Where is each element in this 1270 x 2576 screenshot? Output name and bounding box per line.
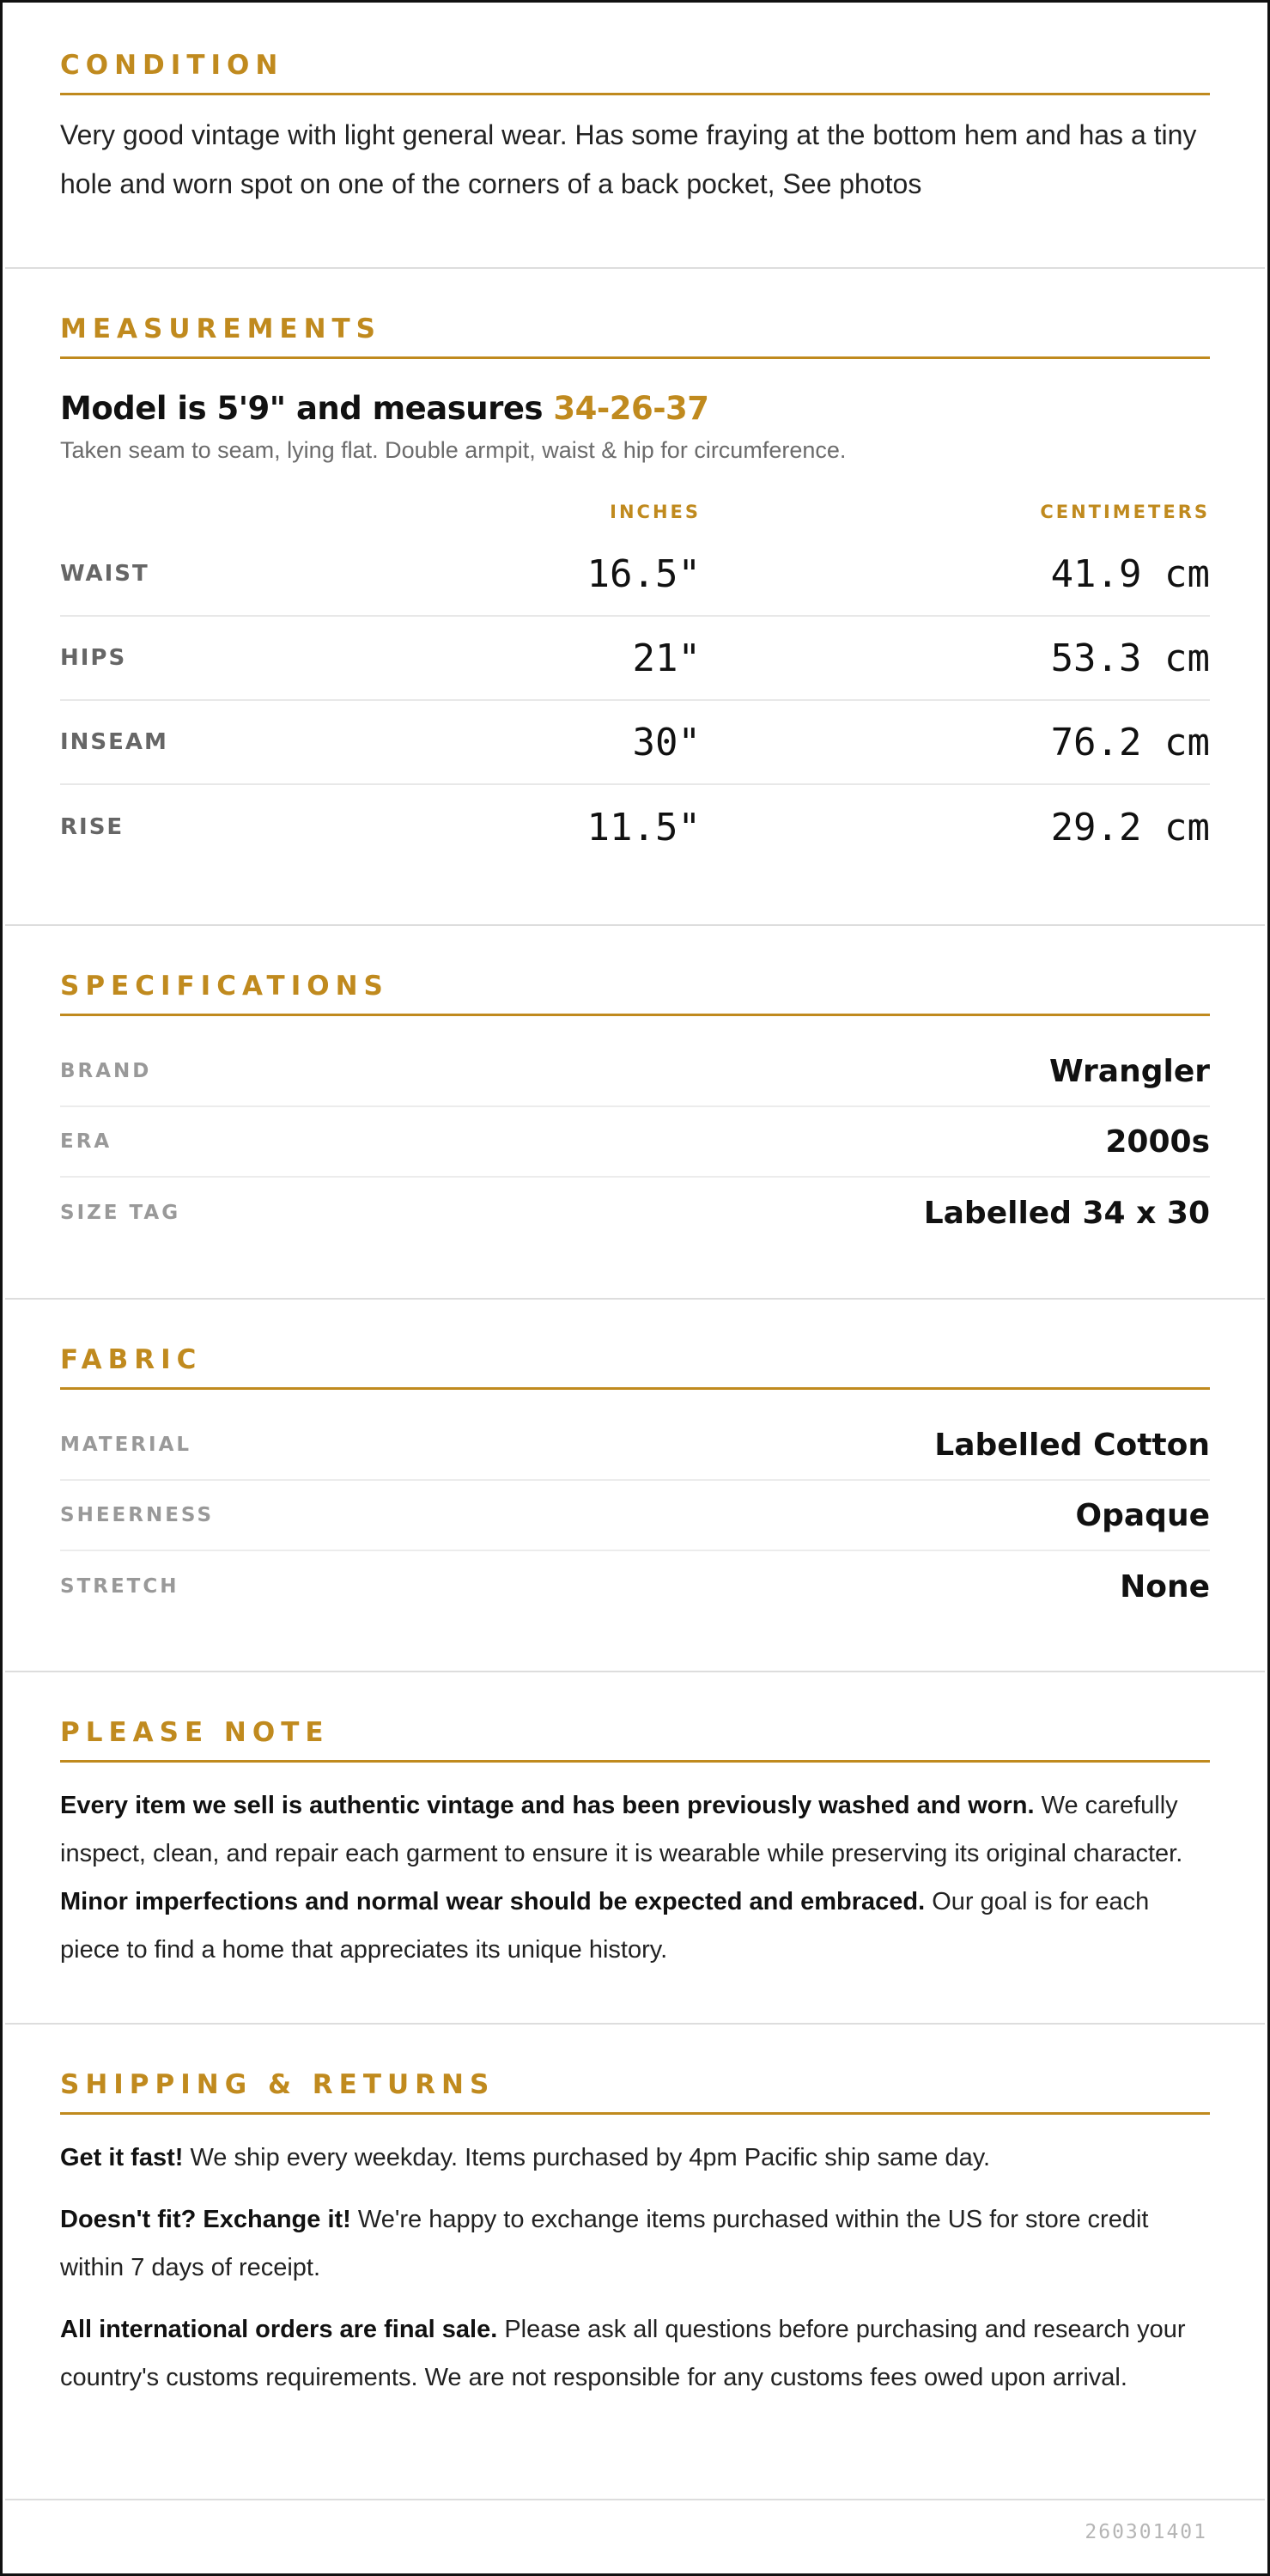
measurement-inches: 21" bbox=[632, 636, 701, 680]
fabric-section bbox=[5, 1344, 1265, 1622]
measurement-cm: 41.9 cm bbox=[1050, 551, 1210, 596]
fabric-value: Labelled Cotton bbox=[934, 1427, 1210, 1463]
divider bbox=[5, 1671, 1265, 1672]
please-note-section bbox=[5, 1717, 1265, 1974]
shipping-bold-1: Get it fast! bbox=[60, 2144, 184, 2171]
list-item bbox=[60, 1410, 1210, 1481]
measurement-note: Taken seam to seam, lying flat. Double armpit, waist & hip for circumference. bbox=[60, 437, 847, 463]
list-item bbox=[60, 1551, 1210, 1622]
measurement-inches: 30" bbox=[632, 720, 701, 764]
divider bbox=[5, 2023, 1265, 2025]
shipping-text-2: We're happy to exchange items purchased within the US for store credit within 7 days of receipt. bbox=[60, 2206, 1149, 2281]
fabric-value: None bbox=[1120, 1568, 1210, 1605]
inches-column-header: INCHES bbox=[610, 502, 701, 522]
specifications-heading: SPECIFICATIONS bbox=[60, 971, 1210, 1016]
shipping-text-1: We ship every weekday. Items purchased by 4pm Pacific ship same day. bbox=[183, 2144, 991, 2171]
please-note-heading: PLEASE NOTE bbox=[60, 1717, 1210, 1763]
divider bbox=[5, 2499, 1265, 2500]
please-note-bold-1: Every item we sell is authentic vintage and has been previously washed and worn. bbox=[60, 1792, 1035, 1819]
product-id: 260301401 bbox=[1085, 2521, 1207, 2543]
measurement-cm: 76.2 cm bbox=[1050, 720, 1210, 764]
fabric-heading: FABRIC bbox=[60, 1344, 1210, 1390]
spec-label: SIZE TAG bbox=[60, 1202, 181, 1224]
measurement-cm: 29.2 cm bbox=[1050, 805, 1210, 850]
measurement-inches: 11.5" bbox=[586, 805, 701, 850]
spec-value: 2000s bbox=[1105, 1124, 1210, 1160]
shipping-bold-3: All international orders are final sale. bbox=[60, 2316, 498, 2343]
condition-heading: CONDITION bbox=[60, 50, 1210, 95]
table-row bbox=[60, 533, 1210, 617]
measurements-section bbox=[5, 314, 1265, 869]
shipping-returns-section bbox=[5, 2069, 1265, 2402]
list-item bbox=[60, 1178, 1210, 1248]
divider bbox=[5, 924, 1265, 926]
measurements-table bbox=[60, 486, 1210, 869]
condition-text: Very good vintage with light general wear. Has some fraying at the bottom hem and has a tiny hole and worn spot on one of the corners of a back pocket, See photos bbox=[60, 119, 1197, 199]
model-prefix: Model is 5'9" and measures bbox=[60, 390, 554, 427]
condition-section bbox=[5, 50, 1265, 209]
table-row bbox=[60, 785, 1210, 869]
measurement-label: WAIST bbox=[60, 561, 149, 587]
measurement-label: INSEAM bbox=[60, 729, 168, 755]
divider bbox=[5, 1298, 1265, 1300]
measurement-cm: 53.3 cm bbox=[1050, 636, 1210, 680]
measurements-heading: MEASUREMENTS bbox=[60, 314, 1210, 359]
shipping-paragraph-2 bbox=[60, 2195, 1210, 2292]
fabric-label: SHEERNESS bbox=[60, 1504, 215, 1526]
centimeters-column-header: CENTIMETERS bbox=[1040, 502, 1210, 522]
shipping-paragraph-1 bbox=[60, 2134, 1210, 2182]
please-note-text-1: We carefully inspect, clean, and repair each garment to ensure it is wearable while preserving its original character. bbox=[60, 1792, 1183, 1867]
shipping-paragraph-3 bbox=[60, 2305, 1210, 2402]
list-item bbox=[60, 1481, 1210, 1551]
shipping-heading: SHIPPING & RETURNS bbox=[60, 2069, 1210, 2115]
measurement-label: RISE bbox=[60, 814, 125, 840]
measurement-label: HIPS bbox=[60, 645, 127, 671]
measurement-inches: 16.5" bbox=[586, 551, 701, 596]
please-note-bold-2: Minor imperfections and normal wear should be expected and embraced. bbox=[60, 1888, 926, 1915]
fabric-value: Opaque bbox=[1075, 1497, 1210, 1533]
please-note-text bbox=[60, 1781, 1210, 1974]
fabric-label: MATERIAL bbox=[60, 1434, 192, 1456]
please-note-text-2: Our goal is for each piece to find a home that appreciates its unique history. bbox=[60, 1888, 1150, 1964]
spec-value: Wrangler bbox=[1048, 1053, 1210, 1089]
specifications-section bbox=[5, 971, 1265, 1248]
list-item bbox=[60, 1037, 1210, 1107]
table-row bbox=[60, 701, 1210, 785]
shipping-text-3: Please ask all questions before purchasing and research your country's customs requirements. We are not responsible for any customs fees owed upon arrival. bbox=[60, 2316, 1186, 2391]
fabric-label: STRETCH bbox=[60, 1575, 179, 1598]
specifications-list bbox=[60, 1037, 1210, 1248]
fabric-list bbox=[60, 1410, 1210, 1622]
model-measures-value: 34-26-37 bbox=[553, 390, 709, 427]
measurements-header-row bbox=[60, 486, 1210, 533]
list-item bbox=[60, 1107, 1210, 1178]
spec-label: ERA bbox=[60, 1130, 112, 1153]
spec-value: Labelled 34 x 30 bbox=[923, 1195, 1210, 1231]
table-row bbox=[60, 617, 1210, 701]
model-measurements bbox=[60, 390, 1210, 427]
divider bbox=[5, 267, 1265, 269]
spec-label: BRAND bbox=[60, 1060, 152, 1082]
shipping-bold-2: Doesn't fit? Exchange it! bbox=[60, 2206, 351, 2233]
